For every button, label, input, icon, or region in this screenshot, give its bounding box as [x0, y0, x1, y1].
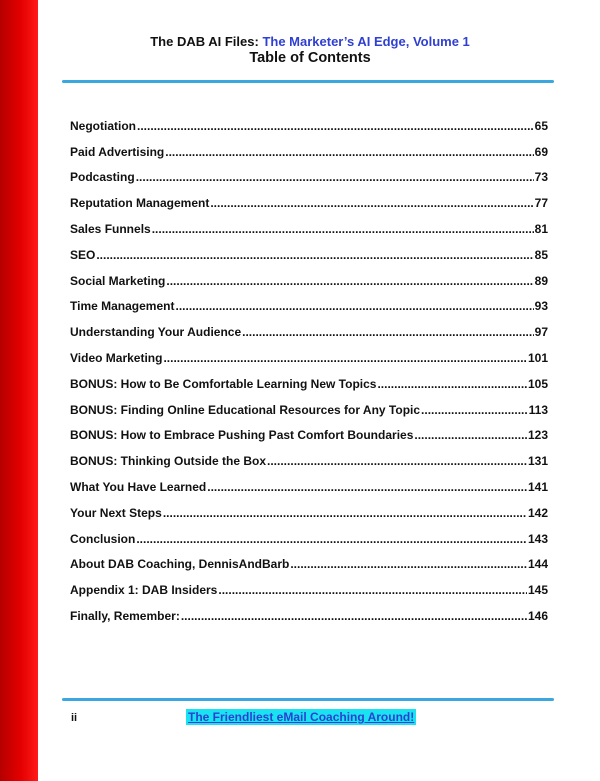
toc-dot-leader: [166, 274, 533, 288]
toc-entry-page: 81: [534, 221, 548, 236]
toc-dot-leader: [267, 454, 527, 468]
toc-entry[interactable]: [70, 107, 548, 133]
toc-entry-page: 97: [534, 325, 548, 340]
toc-dot-leader: [163, 506, 527, 520]
toc-entry-page: 144: [527, 557, 548, 572]
toc-dot-leader: [136, 532, 527, 546]
toc-entry-page: 89: [534, 273, 548, 288]
book-series-prefix: The DAB AI Files:: [150, 34, 259, 49]
toc-entry[interactable]: [70, 442, 548, 468]
toc-dot-leader: [96, 248, 533, 262]
toc-entry-title: Paid Advertising: [70, 144, 165, 159]
header-divider: [62, 80, 554, 83]
toc-entry-title: Finally, Remember:: [70, 608, 180, 623]
toc-entry[interactable]: [70, 184, 548, 210]
toc-dot-leader: [163, 351, 527, 365]
toc-entry[interactable]: [70, 236, 548, 262]
toc-entry-title: Understanding Your Audience: [70, 325, 242, 340]
toc-entry-page: 73: [534, 170, 548, 185]
toc-entry[interactable]: [70, 468, 548, 494]
toc-dot-leader: [137, 119, 534, 133]
toc-dot-leader: [210, 196, 533, 210]
footer-divider: [62, 698, 554, 701]
left-red-bar: [0, 0, 38, 781]
toc-entry[interactable]: [70, 365, 548, 391]
toc-entry-title: Your Next Steps: [70, 505, 162, 520]
toc-entry-page: 146: [527, 608, 548, 623]
toc-entry-page: 141: [527, 479, 548, 494]
toc-entry-title: Video Marketing: [70, 350, 163, 365]
toc-entry-page: 77: [534, 196, 548, 211]
toc-entry-title: Reputation Management: [70, 196, 210, 211]
toc-entry-title: What You Have Learned: [70, 479, 207, 494]
toc-entry-title: SEO: [70, 247, 96, 262]
toc-dot-leader: [152, 222, 534, 236]
toc-dot-leader: [175, 299, 533, 313]
toc-entry[interactable]: [70, 133, 548, 159]
toc-entry[interactable]: [70, 262, 548, 288]
toc-entry[interactable]: [70, 597, 548, 623]
toc-entry-page: 142: [527, 505, 548, 520]
toc-entry-title: Negotiation: [70, 118, 136, 133]
toc-entry-title: Conclusion: [70, 531, 136, 546]
toc-entry-page: 113: [528, 402, 548, 417]
page-title: Table of Contents: [249, 50, 371, 66]
toc-entry-title: Appendix 1: DAB Insiders: [70, 583, 218, 598]
toc-entry[interactable]: [70, 159, 548, 185]
toc-dot-leader: [165, 145, 533, 159]
toc-dot-leader: [181, 609, 527, 623]
toc-dot-leader: [290, 557, 527, 571]
toc-dot-leader: [218, 583, 527, 597]
toc-entry-page: 123: [527, 428, 548, 443]
toc-entry-title: Podcasting: [70, 170, 135, 185]
toc-entry[interactable]: [70, 288, 548, 314]
toc-dot-leader: [242, 325, 534, 339]
book-subtitle: The Marketer’s AI Edge, Volume 1: [262, 34, 470, 49]
toc-entry-title: About DAB Coaching, DennisAndBarb: [70, 557, 290, 572]
toc-entry[interactable]: [70, 313, 548, 339]
toc-entry-title: BONUS: Finding Online Educational Resources for Any Topic: [70, 402, 421, 417]
toc-entry[interactable]: [70, 417, 548, 443]
toc-dot-leader: [377, 377, 527, 391]
toc-entry-title: Time Management: [70, 299, 175, 314]
book-series-title: [60, 34, 560, 49]
toc-entry[interactable]: [70, 546, 548, 572]
toc-entry[interactable]: [70, 520, 548, 546]
toc-entry-title: BONUS: How to Be Comfortable Learning New Topics: [70, 376, 377, 391]
toc-entry-title: Sales Funnels: [70, 221, 151, 236]
toc-entry-title: BONUS: How to Embrace Pushing Past Comfort Boundaries: [70, 428, 414, 443]
toc-entry[interactable]: [70, 391, 548, 417]
toc-entry-page: 145: [527, 583, 548, 598]
toc-entry[interactable]: [70, 339, 548, 365]
toc-entry-title: Social Marketing: [70, 273, 166, 288]
toc-entry-page: 105: [527, 376, 548, 391]
toc-entry-page: 93: [534, 299, 548, 314]
toc-entry[interactable]: [70, 571, 548, 597]
footer-tagline[interactable]: The Friendliest eMail Coaching Around!: [188, 710, 415, 724]
toc-entry-page: 131: [527, 454, 548, 469]
toc-dot-leader: [136, 170, 534, 184]
toc-dot-leader: [421, 403, 528, 417]
toc-entry-page: 101: [527, 350, 548, 365]
toc-dot-leader: [414, 428, 527, 442]
toc-entry-page: 65: [534, 118, 548, 133]
toc-entry-page: 143: [527, 531, 548, 546]
table-of-contents: [70, 107, 548, 623]
page-number: ii: [71, 712, 78, 724]
toc-entry[interactable]: [70, 210, 548, 236]
toc-entry-page: 85: [534, 247, 548, 262]
toc-entry[interactable]: [70, 494, 548, 520]
toc-dot-leader: [207, 480, 527, 494]
toc-entry-page: 69: [534, 144, 548, 159]
toc-entry-title: BONUS: Thinking Outside the Box: [70, 454, 267, 469]
